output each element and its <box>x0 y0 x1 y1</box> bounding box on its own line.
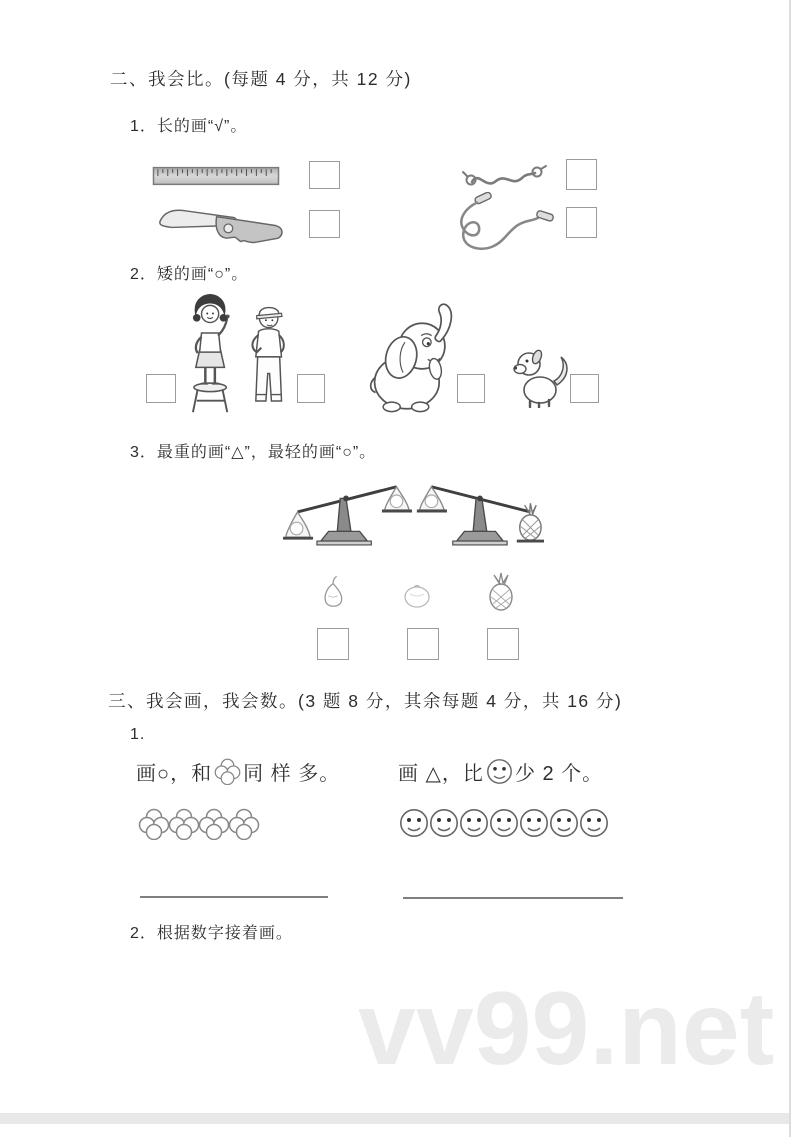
flower-icon <box>138 808 170 840</box>
smiley-icon <box>459 808 489 838</box>
task-draw-circles: 画○，和 同 样 多。 <box>136 757 340 786</box>
dog-icon <box>512 348 570 408</box>
flower-row <box>138 808 258 840</box>
long-rope-icon <box>436 192 561 258</box>
orange-icon <box>402 583 432 609</box>
smiley-icon <box>489 808 519 838</box>
smiley-row <box>399 808 609 838</box>
answer-box[interactable] <box>407 628 439 660</box>
flower-icon <box>214 758 241 785</box>
smiley-icon <box>486 758 513 785</box>
q1-number: 1. <box>130 726 146 743</box>
smiley-icon <box>429 808 459 838</box>
answer-box[interactable] <box>297 374 325 403</box>
q-weight-label: 3．最重的画“△”，最轻的画“○”。 <box>130 444 377 461</box>
girl-on-stool-icon <box>182 293 242 415</box>
section-draw-header: 三、我会画，我会数。(3 题 8 分，其余每题 4 分，共 16 分) <box>108 691 623 711</box>
answer-box[interactable] <box>146 374 176 403</box>
flower-icon <box>198 808 230 840</box>
boy-icon <box>243 300 298 412</box>
ruler-icon <box>152 164 280 188</box>
smiley-icon <box>399 808 429 838</box>
smiley-icon <box>549 808 579 838</box>
answer-line[interactable] <box>140 896 328 898</box>
elephant-icon <box>367 298 462 415</box>
answer-box[interactable] <box>570 374 599 403</box>
answer-box[interactable] <box>487 628 519 660</box>
watermark: vv99.net <box>358 971 775 1087</box>
page-edge-line <box>789 0 791 1137</box>
answer-box[interactable] <box>566 207 597 238</box>
knife-icon <box>156 202 288 246</box>
answer-box[interactable] <box>457 374 485 403</box>
answer-line[interactable] <box>403 897 623 899</box>
q-long-label: 1．长的画“√”。 <box>130 118 248 135</box>
smiley-icon <box>519 808 549 838</box>
answer-box[interactable] <box>309 161 340 189</box>
flower-icon <box>228 808 260 840</box>
smiley-icon <box>579 808 609 838</box>
pineapple-icon <box>486 572 516 612</box>
balance-scales-icon <box>282 469 544 553</box>
q2-draw-label: 2．根据数字接着画。 <box>130 925 293 942</box>
page-gap-divider <box>0 1113 789 1124</box>
section-compare-header: 二、我会比。(每题 4 分，共 12 分) <box>110 69 412 89</box>
answer-box[interactable] <box>566 159 597 190</box>
pear-icon <box>320 575 346 611</box>
answer-box[interactable] <box>309 210 340 238</box>
flower-icon <box>168 808 200 840</box>
answer-box[interactable] <box>317 628 349 660</box>
q-short-label: 2．矮的画“○”。 <box>130 266 249 283</box>
task-draw-triangles: 画 △，比 少 2 个。 <box>398 757 603 786</box>
